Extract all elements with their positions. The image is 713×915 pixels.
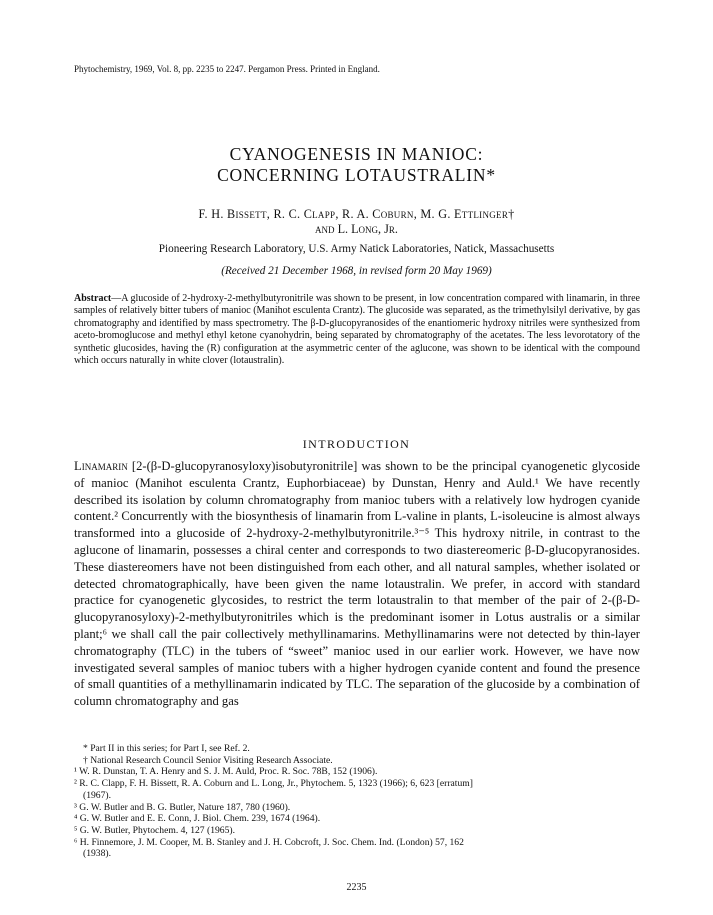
affiliation: Pioneering Research Laboratory, U.S. Army Natick Laboratories, Natick, Massachusetts	[158, 243, 555, 255]
authors-line-1: F. H. Bissett, R. C. Clapp, R. A. Coburn, M. G. Ettlinger†	[198, 207, 515, 221]
abstract-label: Abstract	[74, 293, 112, 304]
intro-text: [2-(β-D-glucopyranosyloxy)isobutyronitrile] was shown to be the principal cyanogenetic glycoside of manioc (Manihot esculenta Crantz, Euphorbiaceae) by Dunstan, Henry and Auld.¹ We have recently described its isolation by column chromatography from manioc tubers with a relatively low hydrogen cyanide content.² Concurrently with the biosynthesis of linamarin from L-valine in plants, L-isoleucine is almost always transformed into a glucoside of 2-hydroxy-2-methylbutyronitrile.³⁻⁵ This hydroxy nitrile, in contrast to the aglucone of linamarin, possesses a chiral center and corresponds to two diastereomeric β-D-glucopyranosides. These diastereomers have not been distinguished from each other, and all natural samples, whether isolated or detected chromatographically, have been given the name lotaustralin. We prefer, in accord with standard practice for cyanogenetic glycosides, to restrict the term lotaustralin to that member of the pair of 2-(β-D-glucopyranosyloxy)-2-methylbutyronitriles which is the predominant isomer in Lotus australis or a similar plant;⁶ we shall call the pair collectively methyllinamarins. Methyllinamarins were not detected by thin-layer chromatography (TLC) in the tubers of “sweet” manioc used in our earlier work. However, we have now investigated several samples of manioc tubers with a higher hydrogen cyanide content and found the presence of small quantities of a methyllinamarin indicated by TLC. The separation of the glucoside by a combination of column chromatography and gas	[74, 459, 640, 709]
title-line-1: CYANOGENESIS IN MANIOC:	[229, 144, 484, 164]
authors-line-2: and L. Long, Jr.	[315, 222, 398, 236]
page-number: 2235	[346, 882, 367, 893]
intro-first-word: Linamarin	[74, 459, 128, 473]
reference: ² R. C. Clapp, F. H. Bissett, R. A. Coburn and L. Long, Jr., Phytochem. 5, 1323 (1966); 6, 623 [erratum]	[74, 778, 473, 790]
footnote: * Part II in this series; for Part I, see Ref. 2.	[83, 743, 250, 754]
footnote: † National Research Council Senior Visiting Research Associate.	[83, 754, 333, 766]
footnotes-section	[74, 743, 640, 860]
title-line-2: CONCERNING LOTAUSTRALIN*	[217, 165, 496, 185]
reference: (1967).	[83, 789, 111, 801]
abstract	[74, 293, 640, 367]
abstract-text: —A glucoside of 2-hydroxy-2-methylbutyronitrile was shown to be present, in low concentration compared with linamarin, in three samples of relatively bitter tubers of manioc (Manihot esculenta Crantz). The glucoside was separated, as the trimethylsilyl derivative, by gas chromatography and identified by mass spectrometry. The β-D-glucopyranosides of the enantiomeric hydroxy nitriles were synthesized from aceto-bromoglucose and methyl ethyl ketone cyanohydrin, being separated by chromatography of the acetates. The less levorotatory of the synthetic glucosides, having the (R) configuration at the asymmetric center of the aglucone, was shown to be identical with the compound which occurs naturally in white clover (lotaustralin).	[74, 293, 640, 367]
reference: ¹ W. R. Dunstan, T. A. Henry and S. J. M. Auld, Proc. R. Soc. 78B, 152 (1906).	[74, 766, 378, 778]
journal-header: Phytochemistry, 1969, Vol. 8, pp. 2235 to 2247. Pergamon Press. Printed in England.	[74, 64, 380, 74]
introduction-heading: INTRODUCTION	[302, 437, 411, 451]
reference: ⁴ G. W. Butler and E. E. Conn, J. Biol. Chem. 239, 1674 (1964).	[74, 813, 321, 825]
reference: ⁶ H. Finnemore, J. M. Cooper, M. B. Stanley and J. H. Cobcroft, J. Soc. Chem. Ind. (London) 57, 162	[74, 836, 464, 848]
received-date: (Received 21 December 1968, in revised form 20 May 1969)	[221, 265, 492, 277]
reference: ⁵ G. W. Butler, Phytochem. 4, 127 (1965).	[74, 824, 235, 836]
reference: (1938).	[83, 848, 111, 860]
reference: ³ G. W. Butler and B. G. Butler, Nature 187, 780 (1960).	[74, 801, 291, 813]
introduction-body	[74, 458, 640, 710]
